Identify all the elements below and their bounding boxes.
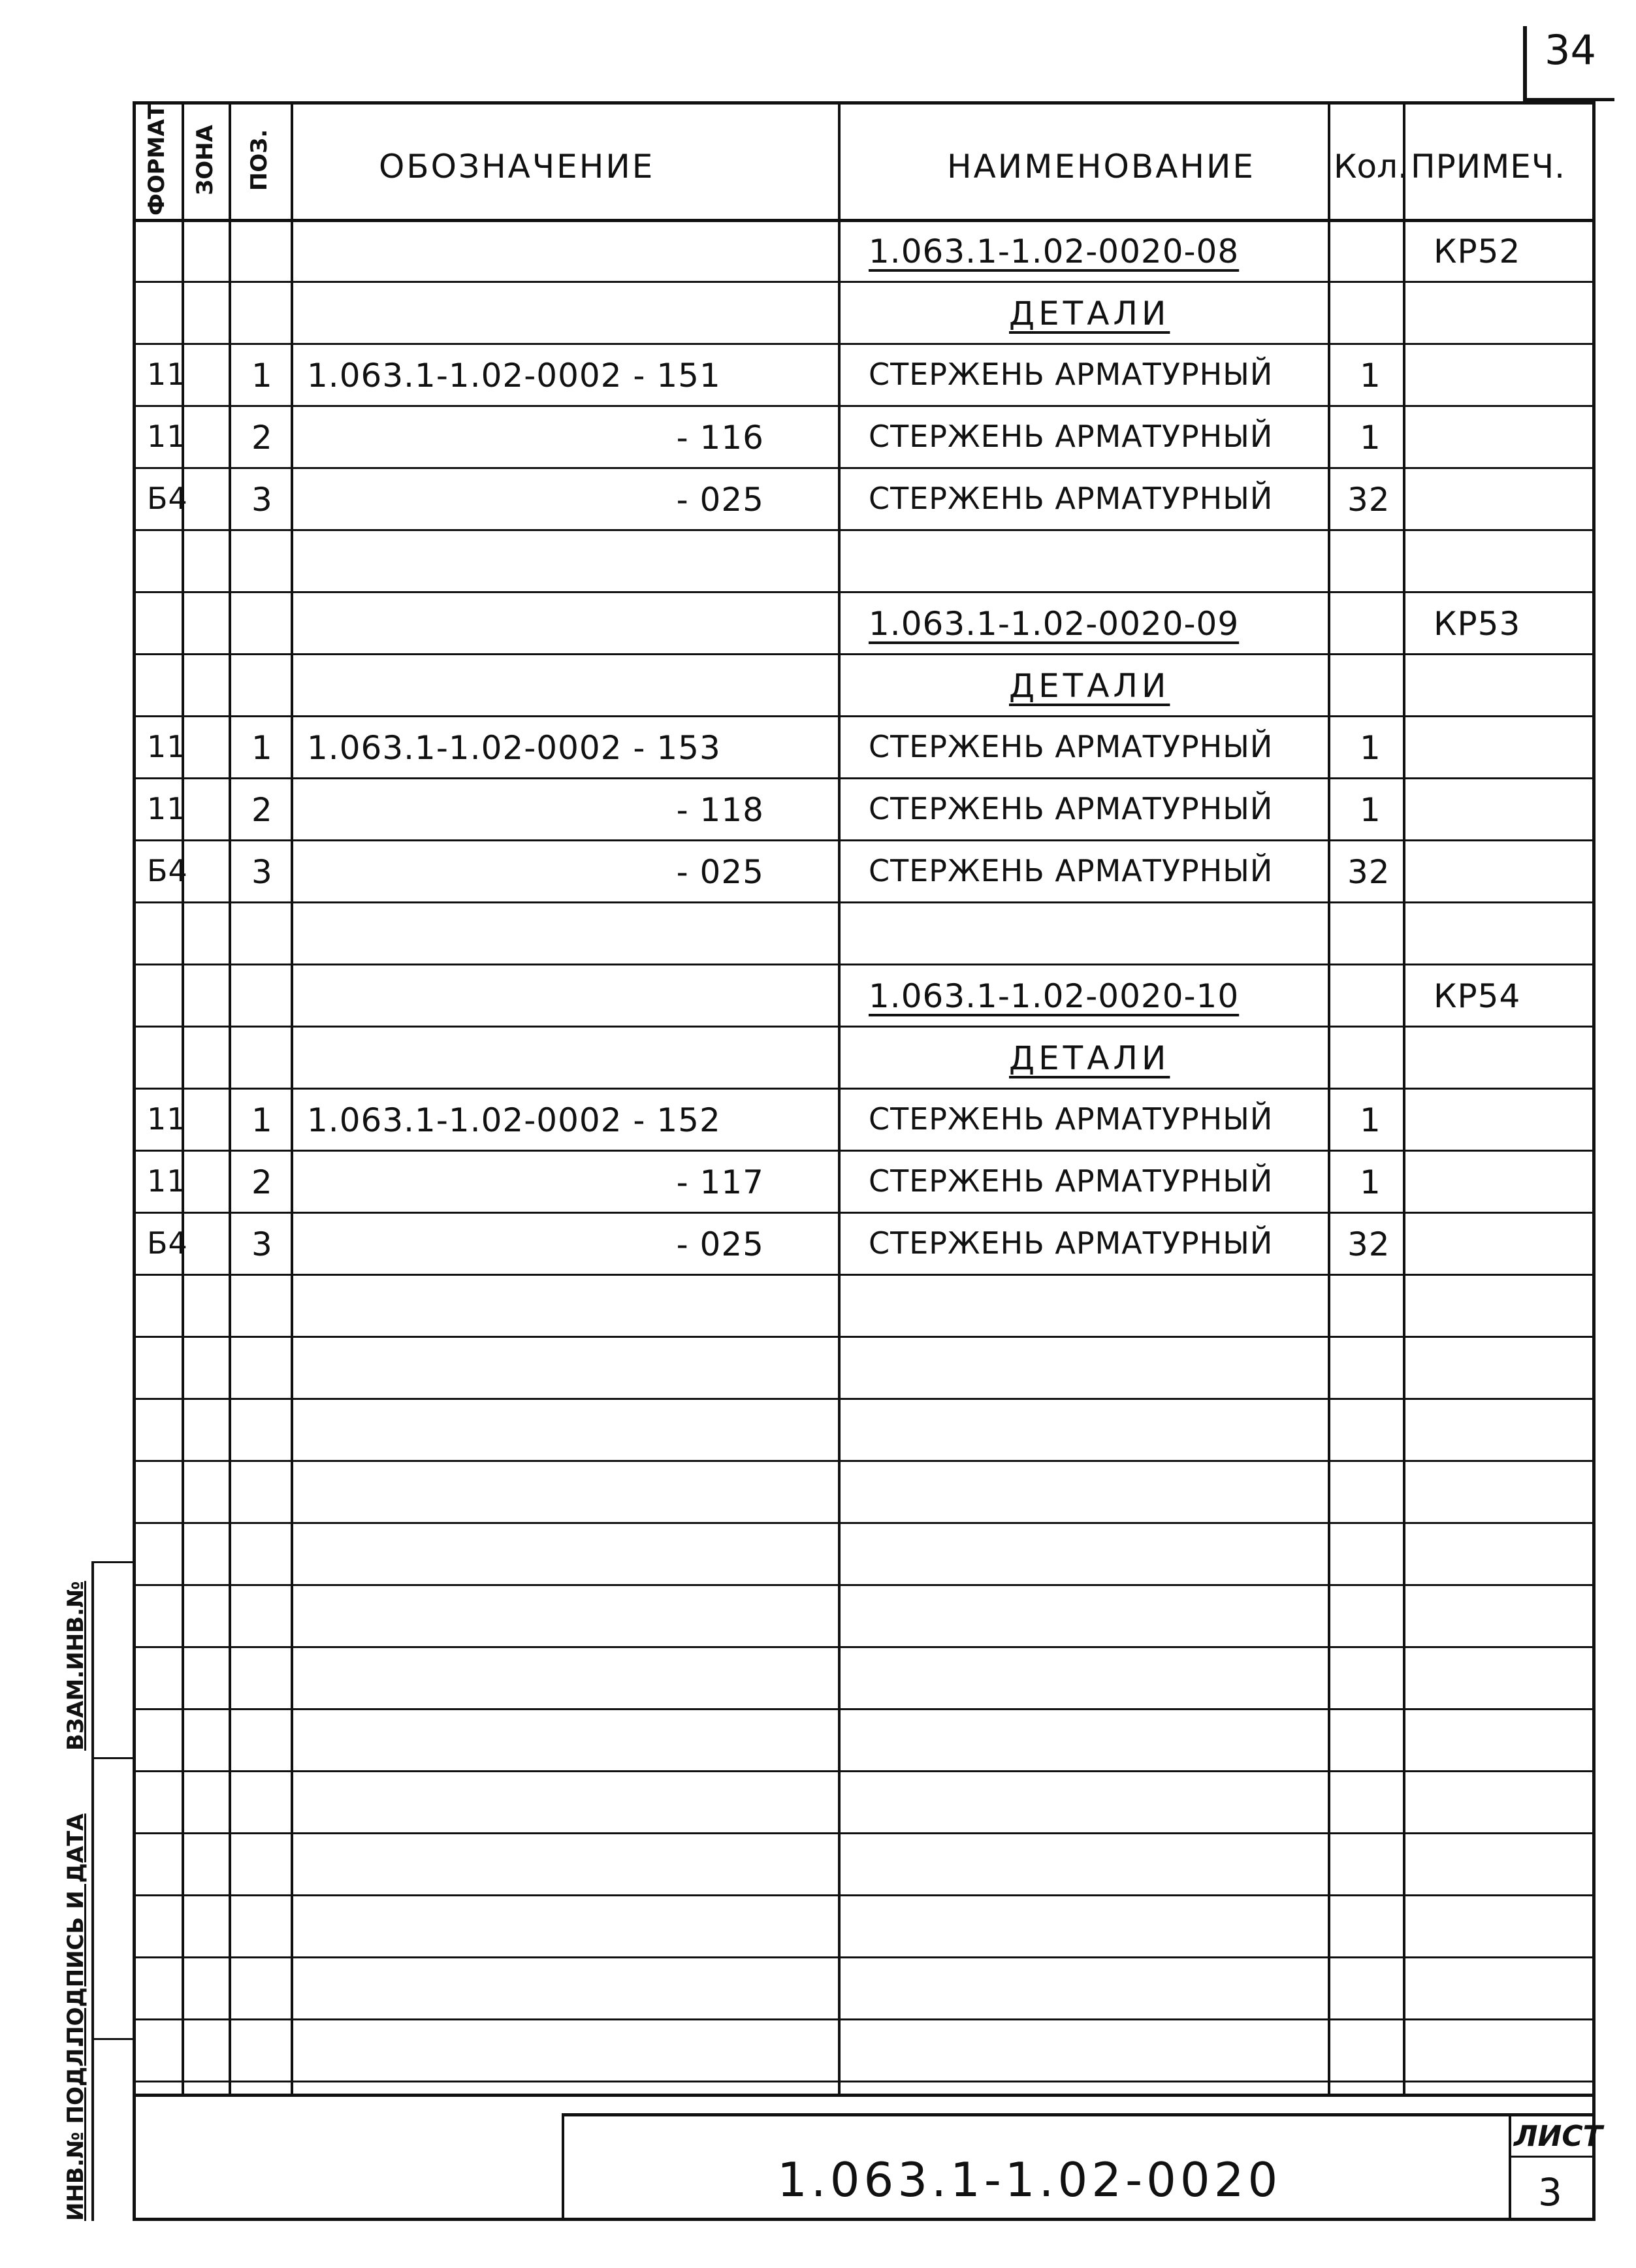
row-divider <box>133 2018 1596 2020</box>
row-divider <box>133 281 1596 283</box>
header-qty: Кол. <box>1334 148 1408 186</box>
row-divider <box>133 1894 1596 1896</box>
column-divider <box>229 101 231 2094</box>
group-doc-code: 1.063.1-1.02-0020-08 <box>869 233 1240 270</box>
item-format: Б4 <box>147 1225 188 1261</box>
column-divider <box>1328 101 1330 2094</box>
side-strip-divider <box>91 2038 133 2040</box>
group-doc-code: 1.063.1-1.02-0020-09 <box>869 605 1240 643</box>
item-name: СТЕРЖЕНЬ АРМАТУРНЫЙ <box>869 419 1274 454</box>
side-strip-divider <box>91 1757 133 1759</box>
row-divider <box>133 901 1596 903</box>
stamp-sheet-number: 3 <box>1538 2170 1562 2214</box>
item-designation: - 117 <box>676 1163 764 1201</box>
item-name: СТЕРЖЕНЬ АРМАТУРНЫЙ <box>869 1225 1274 1261</box>
item-name: СТЕРЖЕНЬ АРМАТУРНЫЙ <box>869 729 1274 764</box>
side-label-sign-date: ПОДПИСЬ И ДАТА <box>63 1813 89 2045</box>
row-divider <box>133 1832 1596 1834</box>
header-zone: ЗОНА <box>192 125 218 195</box>
row-divider <box>133 964 1596 965</box>
item-qty: 32 <box>1347 853 1390 891</box>
item-name: СТЕРЖЕНЬ АРМАТУРНЫЙ <box>869 1101 1274 1137</box>
row-divider <box>133 591 1596 593</box>
item-name: СТЕРЖЕНЬ АРМАТУРНЫЙ <box>869 481 1274 516</box>
row-divider <box>133 1646 1596 1648</box>
item-name: СТЕРЖЕНЬ АРМАТУРНЫЙ <box>869 853 1274 888</box>
row-divider <box>133 343 1596 345</box>
item-designation: - 025 <box>676 853 764 891</box>
header-note: ПРИМЕЧ. <box>1411 148 1566 186</box>
item-qty: 1 <box>1360 1101 1381 1139</box>
row-divider <box>133 653 1596 655</box>
item-qty: 1 <box>1360 1163 1381 1201</box>
item-pos: 3 <box>251 1225 273 1263</box>
row-divider <box>133 1956 1596 1958</box>
row-divider <box>133 1026 1596 1028</box>
row-divider <box>133 1522 1596 1524</box>
item-pos: 1 <box>251 357 273 395</box>
row-divider <box>133 405 1596 407</box>
side-strip-divider <box>91 1561 133 1563</box>
header-pos: ПОЗ. <box>246 129 272 191</box>
row-divider <box>133 839 1596 841</box>
item-format: 11 <box>147 1163 187 1199</box>
item-designation: - 116 <box>676 419 764 457</box>
header-designation: ОБОЗНАЧЕНИЕ <box>379 148 655 186</box>
item-name: СТЕРЖЕНЬ АРМАТУРНЫЙ <box>869 791 1274 826</box>
group-doc-code: 1.063.1-1.02-0020-10 <box>869 977 1240 1015</box>
row-divider <box>133 1584 1596 1586</box>
page-number: 34 <box>1545 26 1596 74</box>
header-format: ФОРМАТ <box>144 104 170 216</box>
stamp-sheet-label: ЛИСТ <box>1514 2120 1603 2153</box>
row-divider <box>133 1150 1596 1152</box>
row-divider <box>133 1336 1596 1338</box>
row-divider <box>133 1460 1596 1462</box>
group-section-title: ДЕТАЛИ <box>1009 295 1170 332</box>
stamp-top-border <box>562 2113 1596 2116</box>
side-label-inv-orig: ИНВ.№ ПОДЛ. <box>63 2039 89 2221</box>
stamp-sheet-label-divider <box>1509 2156 1596 2158</box>
item-format: 11 <box>147 791 187 826</box>
item-designation: - 025 <box>676 1225 764 1263</box>
item-qty: 1 <box>1360 357 1381 395</box>
group-note: КР53 <box>1434 605 1521 643</box>
side-label-replace-inv: ВЗАМ.ИНВ.№ <box>63 1581 89 1751</box>
header-name: НАИМЕНОВАНИЕ <box>947 148 1255 186</box>
item-pos: 3 <box>251 481 273 519</box>
column-divider <box>182 101 184 2094</box>
group-note: КР52 <box>1434 233 1521 270</box>
item-pos: 1 <box>251 1101 273 1139</box>
row-divider <box>133 1088 1596 1090</box>
row-divider <box>133 1274 1596 1276</box>
stamp-code: 1.063.1-1.02-0020 <box>777 2152 1282 2207</box>
row-divider <box>133 529 1596 531</box>
item-qty: 1 <box>1360 791 1381 829</box>
group-section-title: ДЕТАЛИ <box>1009 667 1170 705</box>
group-note: КР54 <box>1434 977 1521 1015</box>
page-number-bar <box>1523 26 1527 98</box>
item-pos: 2 <box>251 791 273 829</box>
side-strip-border <box>91 1561 94 2221</box>
item-format: 11 <box>147 1101 187 1137</box>
column-divider <box>838 101 841 2094</box>
item-designation: - 118 <box>676 791 764 829</box>
row-divider <box>133 1770 1596 1772</box>
stamp-left-border <box>562 2113 564 2221</box>
header-divider <box>133 219 1596 222</box>
row-divider <box>133 1708 1596 1710</box>
item-qty: 1 <box>1360 729 1381 767</box>
group-section-title: ДЕТАЛИ <box>1009 1039 1170 1077</box>
body-bottom-divider <box>133 2094 1596 2097</box>
row-divider <box>133 1212 1596 1214</box>
item-format: 11 <box>147 729 187 764</box>
column-divider <box>291 101 293 2094</box>
item-pos: 2 <box>251 1163 273 1201</box>
row-divider <box>133 467 1596 469</box>
item-format: Б4 <box>147 481 188 516</box>
row-divider <box>133 1398 1596 1400</box>
item-format: Б4 <box>147 853 188 888</box>
item-designation: 1.063.1-1.02-0002 - 151 <box>307 357 721 395</box>
row-divider <box>133 2081 1596 2082</box>
item-format: 11 <box>147 357 187 392</box>
item-format: 11 <box>147 419 187 454</box>
item-name: СТЕРЖЕНЬ АРМАТУРНЫЙ <box>869 1163 1274 1199</box>
item-pos: 3 <box>251 853 273 891</box>
stamp-sheet-divider <box>1509 2113 1511 2221</box>
item-designation: 1.063.1-1.02-0002 - 153 <box>307 729 721 767</box>
item-pos: 1 <box>251 729 273 767</box>
item-designation: - 025 <box>676 481 764 519</box>
item-qty: 32 <box>1347 1225 1390 1263</box>
item-qty: 32 <box>1347 481 1390 519</box>
column-divider <box>1403 101 1405 2094</box>
item-pos: 2 <box>251 419 273 457</box>
item-name: СТЕРЖЕНЬ АРМАТУРНЫЙ <box>869 357 1274 392</box>
row-divider <box>133 715 1596 717</box>
row-divider <box>133 777 1596 779</box>
item-qty: 1 <box>1360 419 1381 457</box>
item-designation: 1.063.1-1.02-0002 - 152 <box>307 1101 721 1139</box>
